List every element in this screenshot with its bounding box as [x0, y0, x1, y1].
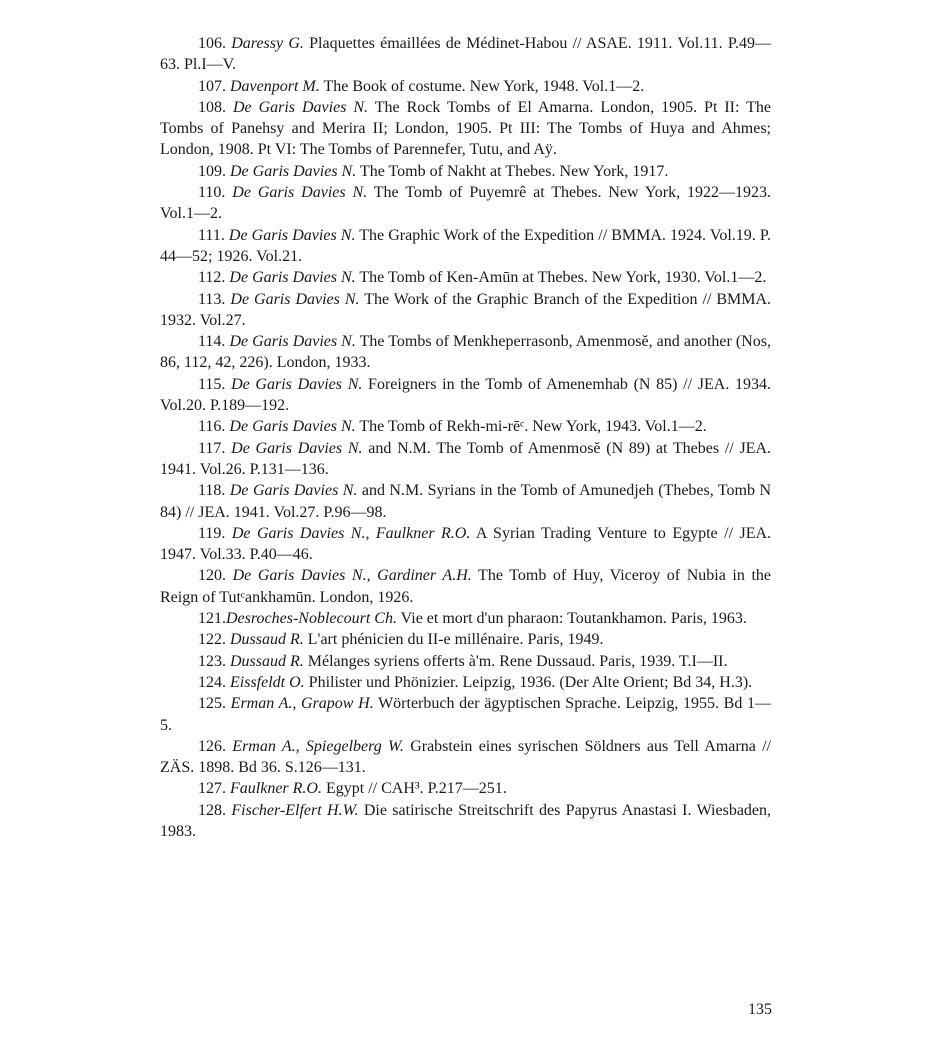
entry-author: Davenport M.: [230, 77, 320, 95]
entry-text: Grabstein eines syrischen Söldners aus Tell Amarna // ZÄS. 1898. Bd 36. S.126—131.: [160, 737, 771, 777]
bibliography-entry-106: [160, 33, 771, 76]
entry-number: 110.: [198, 184, 226, 202]
entry-text: Foreigners in the Tomb of Amenemhab (N 85) // JEA. 1934. Vol.20. P.189—192.: [160, 375, 772, 415]
entry-text: The Graphic Work of the Expedition // BMMA. 1924. Vol.19. P. 44—52; 1926. Vol.21.: [160, 226, 772, 265]
bibliography-entry-122: [160, 629, 771, 650]
bibliography-entry-123: [160, 651, 771, 672]
bibliography-entry-116: [160, 416, 771, 437]
entry-author: Daressy G.: [231, 35, 304, 52]
entry-number: 123.: [198, 652, 226, 670]
entry-author: De Garis Davies N.: [229, 418, 356, 436]
entry-author: Erman A., Spiegelberg W.: [232, 737, 404, 755]
entry-number: 119.: [198, 524, 226, 542]
entry-text: The Rock Tombs of El Amarna. London, 1905. Pt II: The Tombs of Panehsy and Merira II; London, 1905. Pt III: The Tombs of Huya and Ahmes; London, 1908. Pt VI: The Tombs of Parennefer, Tutu, and Aÿ.: [160, 98, 772, 159]
bibliography-entry-111: [160, 225, 771, 268]
bibliography-entry-113: [160, 289, 771, 332]
entry-number: 111.: [198, 226, 225, 244]
entry-number: 114.: [198, 333, 226, 351]
entry-number: 128.: [198, 801, 226, 819]
entry-text: Wörterbuch der ägyptischen Sprache. Leipzig, 1955. Bd 1—5.: [160, 695, 772, 734]
entry-author: Erman A., Grapow H.: [230, 695, 374, 713]
entry-text: Egypt // CAH³. P.217—251.: [321, 780, 507, 798]
entry-author: De Garis Davies N.: [230, 290, 360, 308]
entry-number: 126.: [198, 737, 226, 755]
bibliography-entry-128: [160, 800, 771, 843]
bibliography-entry-117: [160, 438, 771, 481]
entry-text: Die satirische Streitschrift des Papyrus Anastasi I. Wiesbaden, 1983.: [160, 801, 772, 840]
entry-number: 127.: [198, 780, 226, 798]
entry-number: 117.: [198, 439, 226, 457]
entry-number: 125.: [198, 695, 226, 713]
entry-author: De Garis Davies N.: [230, 162, 357, 180]
entry-text: Philister und Phönizier. Leipzig, 1936. (Der Alte Orient; Bd 34, H.3).: [304, 673, 753, 691]
entry-number: 122.: [198, 631, 226, 649]
entry-text: The Work of the Graphic Branch of the Expedition // BMMA. 1932. Vol.27.: [160, 290, 772, 329]
entry-author: De Garis Davies N.: [231, 375, 363, 393]
entry-author: Fischer-Elfert H.W.: [231, 801, 359, 819]
entry-text: Plaquettes émaillées de Médinet-Habou // ASAE. 1911. Vol.11. P.49—63. Pl.I—V.: [160, 35, 771, 74]
bibliography-list: [160, 33, 771, 842]
entry-author: Dussaud R.: [230, 652, 304, 670]
entry-author: De Garis Davies N., Faulkner R.O.: [231, 524, 471, 542]
entry-text: The Tomb of Huy, Viceroy of Nubia in the Reign of Tutᶜankhamūn. London, 1926.: [160, 567, 771, 606]
entry-number: 112.: [198, 269, 226, 287]
bibliography-entry-107: [160, 76, 771, 97]
bibliography-entry-124: [160, 672, 771, 693]
entry-text: The Tomb of Rekh-mi-rēᶜ. New York, 1943. Vol.1—2.: [355, 418, 707, 436]
entry-author: Desroches-Noblecourt Ch.: [226, 610, 397, 628]
entry-author: De Garis Davies N.: [232, 184, 368, 202]
entry-number: 116.: [198, 418, 226, 436]
bibliography-entry-110: [160, 182, 771, 225]
entry-number: 120.: [198, 567, 226, 585]
entry-number: 107.: [198, 77, 226, 95]
bibliography-entry-118: [160, 480, 771, 523]
entry-number: 106.: [198, 35, 226, 52]
entry-text: Mélanges syriens offerts à'm. Rene Dussaud. Paris, 1939. T.I—II.: [303, 652, 728, 670]
entry-author: De Garis Davies N.: [231, 439, 363, 457]
entry-author: Dussaud R.: [230, 631, 304, 649]
entry-author: De Garis Davies N.: [229, 269, 356, 287]
entry-number: 115.: [198, 375, 226, 393]
entry-author: De Garis Davies N.: [232, 98, 369, 116]
entry-text: The Tomb of Nakht at Thebes. New York, 1917.: [356, 162, 669, 180]
entry-author: De Garis Davies N.: [229, 333, 356, 351]
bibliography-entry-114: [160, 331, 771, 374]
entry-text: A Syrian Trading Venture to Egypte // JEA. 1947. Vol.33. P.40—46.: [160, 524, 772, 564]
entry-text: The Tombs of Menkheperrasonb, Amenmosĕ, and another (Nos, 86, 112, 42, 226). London, 1933.: [160, 333, 771, 372]
bibliography-entry-119: [160, 523, 771, 566]
bibliography-entry-108: [160, 97, 771, 161]
bibliography-entry-109: [160, 161, 771, 182]
entry-text: The Tomb of Ken-Amūn at Thebes. New York, 1930. Vol.1—2.: [355, 269, 767, 287]
bibliography-entry-127: [160, 778, 771, 799]
bibliography-entry-115: [160, 374, 771, 417]
entry-number: 121.: [198, 610, 226, 628]
bibliography-entry-112: [160, 267, 771, 288]
entry-text: L'art phénicien du II-e millénaire. Paris, 1949.: [303, 631, 604, 649]
entry-number: 109.: [198, 162, 226, 180]
entry-number: 108.: [198, 98, 226, 116]
entry-author: De Garis Davies N.: [229, 482, 358, 500]
entry-author: De Garis Davies N., Gardiner A.H.: [232, 567, 472, 585]
page-number: 135: [748, 1001, 772, 1018]
entry-author: Faulkner R.O.: [230, 780, 322, 798]
bibliography-entry-125: [160, 693, 771, 736]
entry-number: 118.: [198, 482, 226, 500]
entry-author: Eissfeldt O.: [230, 673, 305, 691]
bibliography-entry-126: [160, 736, 771, 779]
entry-number: 124.: [198, 673, 226, 691]
entry-author: De Garis Davies N.: [228, 226, 356, 244]
entry-number: 113.: [198, 290, 226, 308]
bibliography-entry-121: [160, 608, 771, 629]
entry-text: and N.M. The Tomb of Amenmosĕ (N 89) at Thebes // JEA. 1941. Vol.26. P.131—136.: [160, 439, 772, 478]
bibliography-entry-120: [160, 565, 771, 608]
entry-text: The Tomb of Puyemrê at Thebes. New York, 1922—1923. Vol.1—2.: [160, 184, 771, 223]
entry-text: Vie et mort d'un pharaon: Toutankhamon. Paris, 1963.: [396, 610, 747, 628]
entry-text: and N.M. Syrians in the Tomb of Amunedjeh (Thebes, Tomb N 84) // JEA. 1941. Vol.27. P.96—98.: [160, 482, 772, 521]
entry-text: The Book of costume. New York, 1948. Vol.1—2.: [319, 77, 645, 95]
